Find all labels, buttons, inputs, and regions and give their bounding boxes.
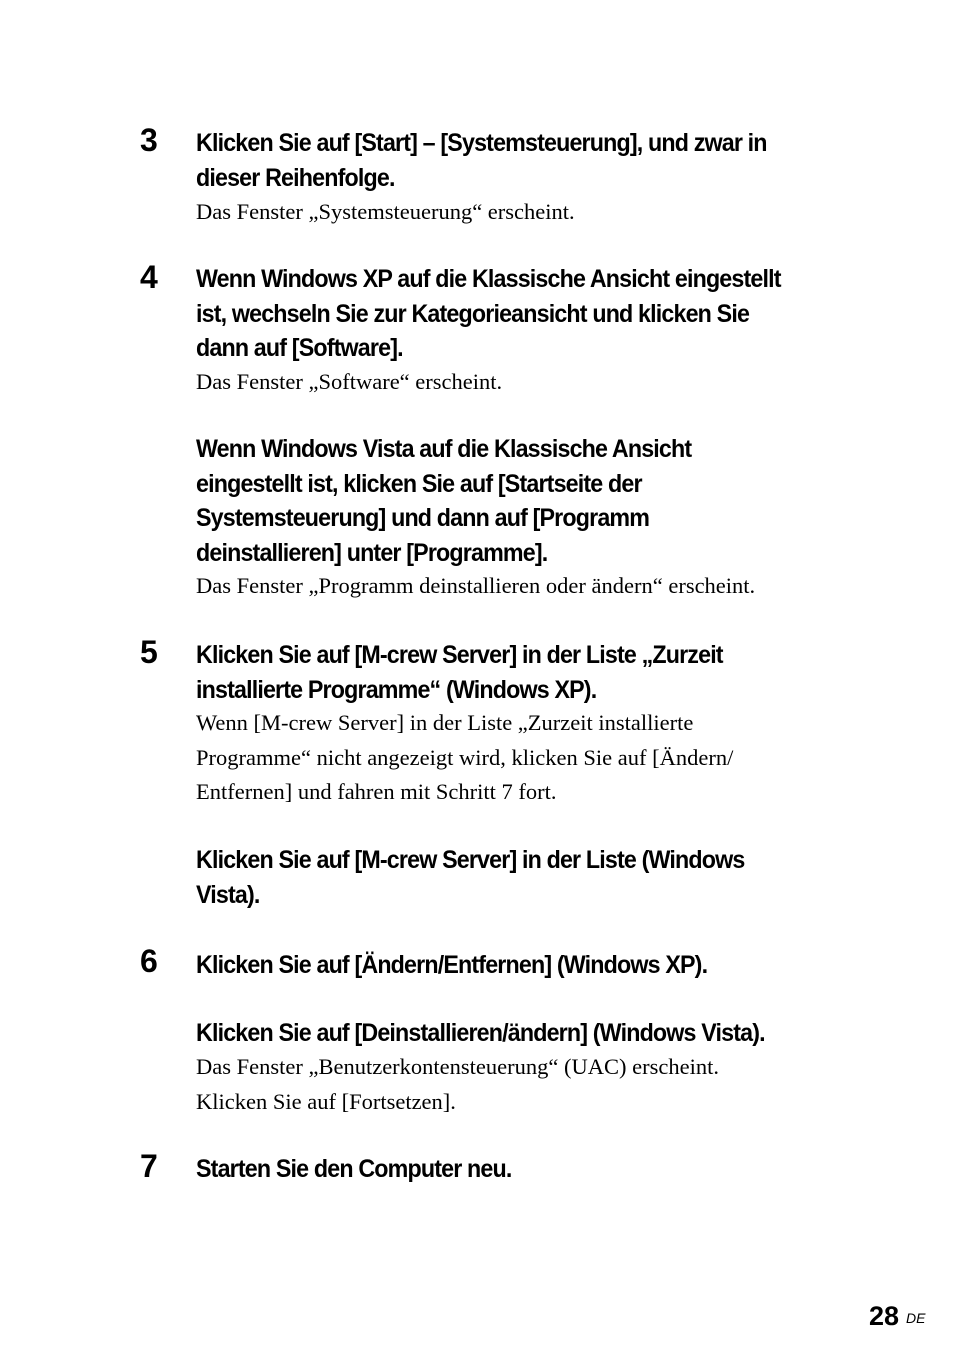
heading-line: Klicken Sie auf [Start] – [Systemsteuerung], und zwar in (196, 129, 767, 157)
heading-line: Wenn Windows Vista auf die Klassische Ansicht (196, 435, 692, 463)
text-line: Das Fenster „Benutzerkontensteuerung“ (UAC) erscheint. (196, 1054, 719, 1079)
step-7-heading (196, 1152, 847, 1187)
heading-line: Klicken Sie auf [M-crew Server] in der Liste (Windows (196, 846, 745, 874)
page-language-suffix: DE (906, 1310, 926, 1326)
step-number-5: 5 (140, 634, 158, 670)
step-number-3: 3 (140, 122, 158, 158)
step-number-6: 6 (140, 943, 158, 979)
step-4-heading-vista (196, 432, 847, 570)
text-line: Entfernen] und fahren mit Schritt 7 fort. (196, 779, 557, 804)
heading-line: Vista). (196, 880, 260, 909)
heading-line: deinstallieren] unter [Programme]. (196, 538, 548, 567)
step-5-text-xp (196, 706, 876, 810)
step-6-heading-xp (196, 948, 847, 983)
heading-line: Systemsteuerung] und dann auf [Programm (196, 504, 650, 532)
text-line: Programme“ nicht angezeigt wird, klicken Sie auf [Ändern/ (196, 744, 734, 770)
heading-line: Starten Sie den Computer neu. (196, 1155, 512, 1183)
text-line: Klicken Sie auf [Fortsetzen]. (196, 1088, 456, 1114)
heading-line: Klicken Sie auf [M-crew Server] in der Liste „Zurzeit (196, 641, 723, 669)
step-6-text-vista (196, 1050, 876, 1119)
step-6-heading-vista (196, 1016, 847, 1051)
heading-line: Klicken Sie auf [Ändern/Entfernen] (Windows XP). (196, 951, 708, 979)
step-4-heading-xp (196, 262, 847, 366)
heading-line: Klicken Sie auf [Deinstallieren/ändern] (Windows Vista). (196, 1019, 765, 1047)
page-number: 28 (869, 1301, 900, 1331)
step-4-text-vista (196, 569, 876, 604)
step-number-4: 4 (140, 259, 158, 295)
step-5-heading-vista (196, 843, 847, 912)
heading-line: dieser Reihenfolge. (196, 163, 395, 192)
step-number-7: 7 (140, 1148, 158, 1184)
step-4-text-xp (196, 365, 876, 400)
heading-line: Wenn Windows XP auf die Klassische Ansicht eingestellt (196, 265, 781, 293)
text-line: Das Fenster „Programm deinstallieren oder ändern“ erscheint. (196, 573, 756, 598)
text-line: Das Fenster „Systemsteuerung“ erscheint. (196, 199, 575, 224)
heading-line: ist, wechseln Sie zur Kategorieansicht und klicken Sie (196, 299, 750, 328)
text-line: Das Fenster „Software“ erscheint. (196, 369, 503, 394)
step-3-text (196, 195, 876, 230)
heading-line: eingestellt ist, klicken Sie auf [Startseite der (196, 469, 642, 498)
step-3-heading (196, 126, 847, 195)
text-line: Wenn [M-crew Server] in der Liste „Zurzeit installierte (196, 710, 694, 735)
step-5-heading-xp (196, 638, 847, 707)
heading-line: dann auf [Software]. (196, 334, 403, 362)
heading-line: installierte Programme“ (Windows XP). (196, 675, 597, 704)
